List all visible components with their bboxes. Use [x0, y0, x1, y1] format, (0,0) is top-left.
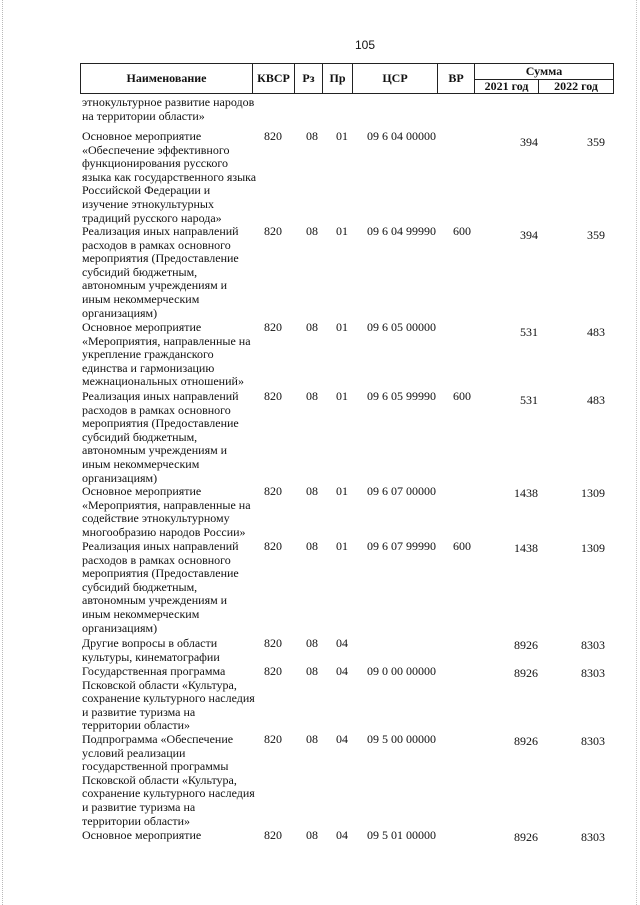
header-year-2021: 2021 год [475, 80, 539, 94]
table-row [0, 130, 640, 225]
row-sum-2022: 8303 [581, 666, 605, 680]
row-sum-2021: 394 [520, 135, 538, 149]
row-name: Государственная программа Псковской области «Культура, сохранение культурного наследия и развитие туризма на территории области» [82, 664, 255, 733]
row-rz: 08 [306, 828, 318, 842]
row-sum-2021: 531 [520, 325, 538, 339]
row-sum-2022: 483 [587, 393, 605, 407]
row-name: Основное мероприятие «Мероприятия, направленные на содействие этнокультурному многообразию народов России» [82, 484, 251, 539]
row-pr: 04 [336, 732, 348, 746]
row-sum-2021: 1438 [514, 541, 538, 555]
row-vr: 600 [453, 224, 471, 238]
table-header [80, 63, 614, 94]
row-csr: 09 6 07 99990 [367, 539, 436, 553]
row-sum-2021: 394 [520, 228, 538, 242]
header-pr: Пр [323, 64, 353, 94]
row-sum-2021: 8926 [514, 666, 538, 680]
row-name: Другие вопросы в области культуры, кинематографии [82, 636, 220, 664]
row-sum-2022: 8303 [581, 734, 605, 748]
table-body [0, 96, 640, 849]
row-name: Основное мероприятие [82, 828, 202, 842]
row-kvsr: 820 [264, 129, 282, 143]
row-name: Реализация иных направлений расходов в рамках основного мероприятия (Предоставление субсидий бюджетным, автономным учреждениям и иным некоммерческим организациям) [82, 224, 239, 320]
row-vr: 600 [453, 389, 471, 403]
row-sum-2022: 359 [587, 135, 605, 149]
row-pr: 01 [336, 129, 348, 143]
row-csr: 09 6 04 00000 [367, 129, 436, 143]
header-csr: ЦСР [353, 64, 438, 94]
row-pr: 01 [336, 389, 348, 403]
row-rz: 08 [306, 664, 318, 678]
table-row [0, 540, 640, 637]
row-csr: 09 6 05 99990 [367, 389, 436, 403]
row-name: Основное мероприятие «Обеспечение эффективного функционирования русского языка как государственного языка Российской Федерации и изучение этнокультурных традиций русского народа» [82, 129, 257, 225]
row-kvsr: 820 [264, 320, 282, 334]
table-row [0, 390, 640, 485]
row-rz: 08 [306, 320, 318, 334]
table-row [0, 485, 640, 540]
row-sum-2022: 8303 [581, 830, 605, 844]
table-row [0, 225, 640, 321]
row-sum-2022: 483 [587, 325, 605, 339]
row-kvsr: 820 [264, 539, 282, 553]
table-row [0, 96, 640, 130]
table-row [0, 321, 640, 390]
row-rz: 08 [306, 129, 318, 143]
row-csr: 09 0 00 00000 [367, 664, 436, 678]
table-row [0, 733, 640, 829]
row-pr: 04 [336, 828, 348, 842]
row-rz: 08 [306, 539, 318, 553]
row-name: Основное мероприятие «Мероприятия, направленные на укрепление гражданского единства и гармонизацию межнациональных отношений» [82, 320, 251, 389]
row-pr: 01 [336, 539, 348, 553]
header-year-2022: 2022 год [539, 80, 614, 94]
row-rz: 08 [306, 224, 318, 238]
row-vr: 600 [453, 539, 471, 553]
row-csr: 09 5 00 00000 [367, 732, 436, 746]
row-kvsr: 820 [264, 484, 282, 498]
row-rz: 08 [306, 389, 318, 403]
header-sum: Сумма [475, 64, 614, 80]
row-pr: 01 [336, 484, 348, 498]
row-kvsr: 820 [264, 732, 282, 746]
row-sum-2021: 8926 [514, 830, 538, 844]
row-csr: 09 6 04 99990 [367, 224, 436, 238]
page-number: 105 [355, 38, 376, 52]
row-kvsr: 820 [264, 389, 282, 403]
row-sum-2021: 531 [520, 393, 538, 407]
row-sum-2021: 8926 [514, 734, 538, 748]
row-csr: 09 5 01 00000 [367, 828, 436, 842]
row-sum-2021: 1438 [514, 486, 538, 500]
row-name: этнокультурное развитие народов на территории области» [82, 95, 255, 123]
row-rz: 08 [306, 484, 318, 498]
header-name: Наименование [81, 64, 253, 94]
header-vr: ВР [438, 64, 475, 94]
row-sum-2022: 8303 [581, 638, 605, 652]
row-sum-2021: 8926 [514, 638, 538, 652]
row-sum-2022: 359 [587, 228, 605, 242]
header-rz: Рз [295, 64, 323, 94]
header-kvsr: КВСР [253, 64, 295, 94]
table-row [0, 637, 640, 665]
row-pr: 01 [336, 224, 348, 238]
row-kvsr: 820 [264, 664, 282, 678]
row-name: Подпрограмма «Обеспечение условий реализации государственной программы Псковской области «Культура, сохранение культурного наследия и развитие туризма на территории области» [82, 732, 255, 828]
row-csr: 09 6 05 00000 [367, 320, 436, 334]
row-rz: 08 [306, 732, 318, 746]
row-rz: 08 [306, 636, 318, 650]
table-row [0, 665, 640, 733]
row-sum-2022: 1309 [581, 541, 605, 555]
row-kvsr: 820 [264, 636, 282, 650]
row-name: Реализация иных направлений расходов в рамках основного мероприятия (Предоставление субсидий бюджетным, автономным учреждениям и иным некоммерческим организациям) [82, 389, 239, 485]
row-csr: 09 6 07 00000 [367, 484, 436, 498]
row-kvsr: 820 [264, 828, 282, 842]
row-name: Реализация иных направлений расходов в рамках основного мероприятия (Предоставление субсидий бюджетным, автономным учреждениям и иным некоммерческим организациям) [82, 539, 239, 635]
table-row [0, 829, 640, 849]
row-pr: 04 [336, 636, 348, 650]
row-sum-2022: 1309 [581, 486, 605, 500]
row-kvsr: 820 [264, 224, 282, 238]
row-pr: 04 [336, 664, 348, 678]
row-pr: 01 [336, 320, 348, 334]
